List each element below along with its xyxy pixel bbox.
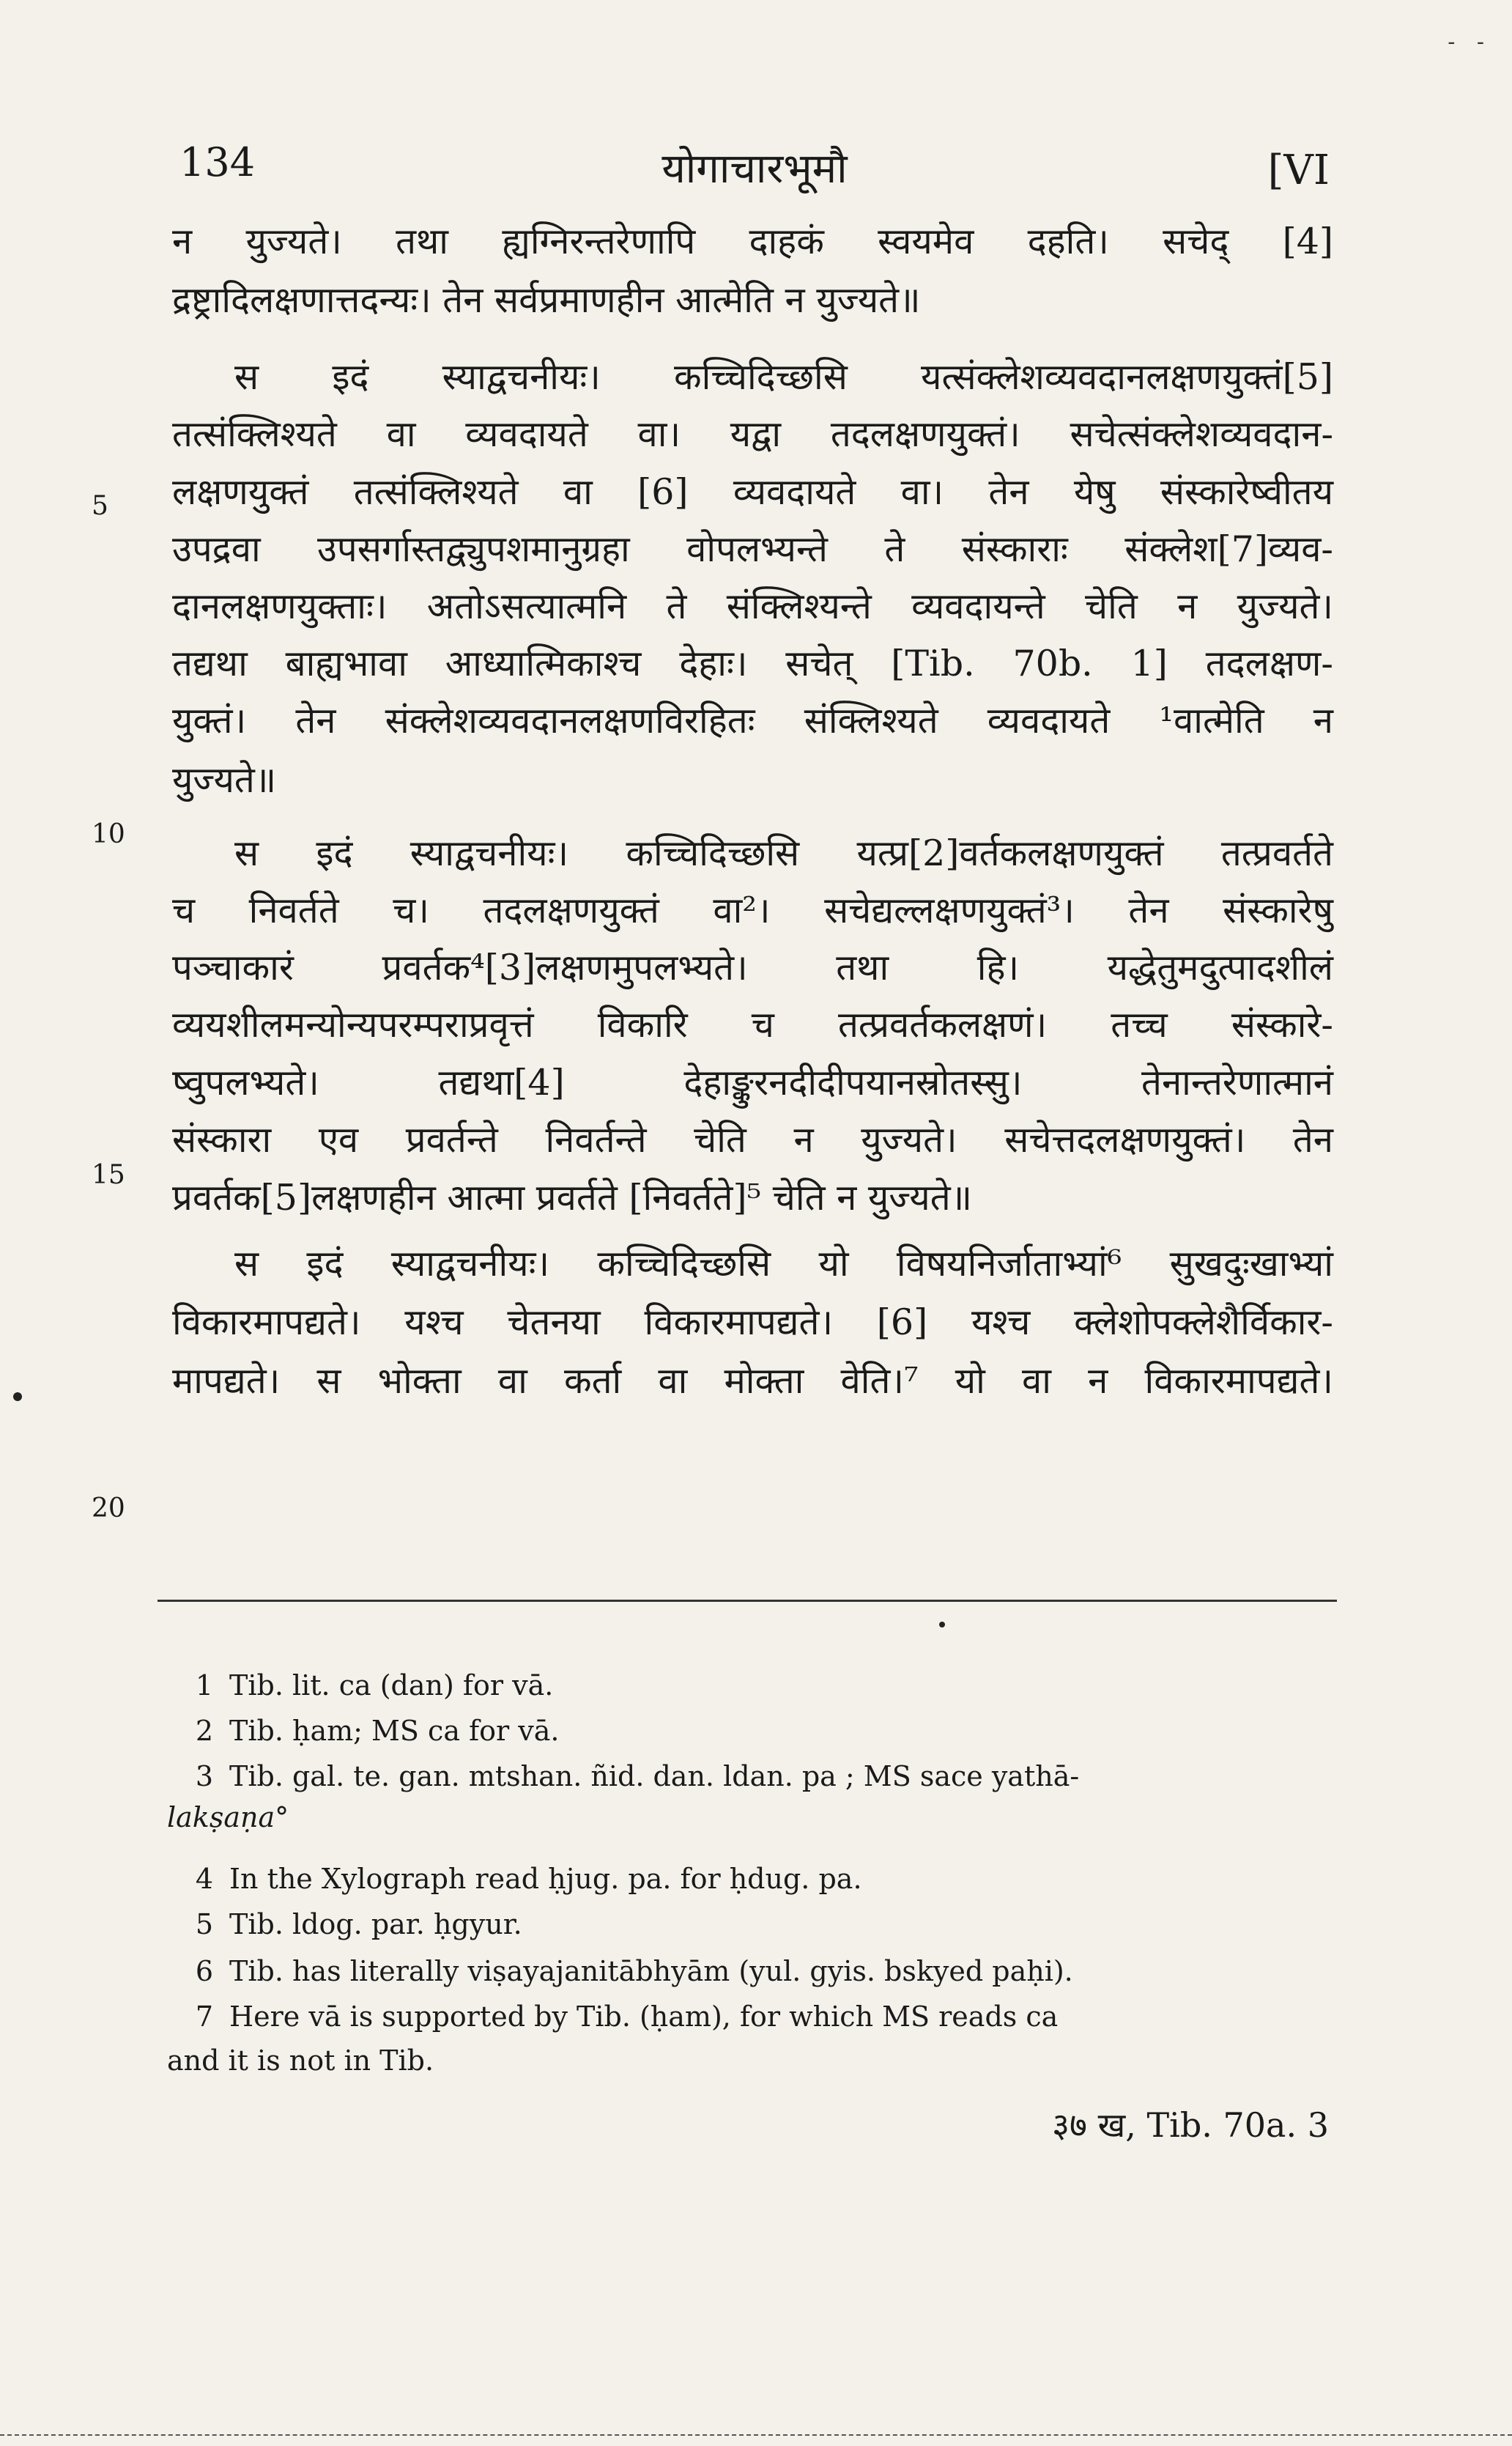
text-line-19: विकारमापद्यते। यश्च चेतनया विकारमापद्यते। [6] यश्च क्लेशोपक्लेशैर्विकार- bbox=[172, 1301, 1333, 1343]
footnote-text: Tib. has literally viṣayajanitābhyām (yul. gyis. bskyed paḥi). bbox=[229, 1955, 1073, 1987]
text-line-14: व्ययशीलमन्योन्यपरम्पराप्रवृत्तं विकारि च तत्प्रवर्तकलक्षणं। तच्च संस्कारे- bbox=[172, 1004, 1333, 1046]
footnote-3 bbox=[167, 1756, 1332, 1797]
footnote-number: 3 bbox=[195, 1760, 213, 1792]
page-number: 134 bbox=[179, 139, 256, 185]
footnote-number: 6 bbox=[195, 1955, 213, 1987]
footnote-text: Tib. ḥam; MS ca for vā. bbox=[229, 1715, 560, 1747]
text-line-16: संस्कारा एव प्रवर्तन्ते निवर्तन्ते चेति न युज्यते। सचेत्तदलक्षणयुक्तं। तेन bbox=[172, 1119, 1333, 1161]
footnote-text: Tib. gal. te. gan. mtshan. ñid. dan. ldan. pa ; MS sace yathā- bbox=[229, 1760, 1080, 1792]
text-line-7: दानलक्षणयुक्ताः। अतोऽसत्यात्मनि ते संक्लिश्यन्ते व्यवदायन्ते चेति न युज्यते। bbox=[172, 585, 1333, 627]
footnote-number: 5 bbox=[195, 1908, 213, 1940]
manuscript-reference: ३७ ख, Tib. 70a. 3 bbox=[1052, 2105, 1329, 2145]
line-number-20: 20 bbox=[92, 1493, 125, 1523]
text-line-2: द्रष्ट्रादिलक्षणात्तदन्यः। तेन सर्वप्रमाणहीन आत्मेति न युज्यते॥ bbox=[172, 279, 921, 321]
text-line-20: मापद्यते। स भोक्ता वा कर्ता वा मोक्ता वेति।⁷ यो वा न विकारमापद्यते। bbox=[172, 1360, 1333, 1402]
footnote-text: In the Xylograph read ḥjug. pa. for ḥdug. pa. bbox=[229, 1863, 862, 1895]
text-line-12: च निवर्तते च। तदलक्षणयुक्तं वा²। सचेद्यल्लक्षणयुक्तं³। तेन संस्कारेषु bbox=[172, 890, 1333, 931]
footnote-2 bbox=[167, 1710, 1332, 1751]
running-title: योगाचारभूमौ bbox=[662, 145, 848, 193]
text-line-11: स इदं स्याद्वचनीयः। कच्चिदिच्छसि यत्प्र[2]वर्तकलक्षणयुक्तं तत्प्रवर्तते bbox=[234, 832, 1333, 874]
ink-speck bbox=[13, 1392, 22, 1401]
text-line-9: युक्तं। तेन संक्लेशव्यवदानलक्षणविरहितः संक्लिश्यते व्यवदायते ¹वात्मेति न bbox=[172, 700, 1333, 742]
footnote-text: Tib. lit. ca (dan) for vā. bbox=[229, 1669, 554, 1702]
footnote-text: Tib. ldog. par. ḥgyur. bbox=[229, 1908, 522, 1940]
text-line-13: पञ्चाकारं प्रवर्तक⁴[3]लक्षणमुपलभ्यते। तथा हि। यद्धेतुमदुत्पादशीलं bbox=[172, 947, 1333, 989]
text-line-17: प्रवर्तक[5]लक्षणहीन आत्मा प्रवर्तते [निवर्तते]⁵ चेति न युज्यते॥ bbox=[172, 1177, 973, 1219]
footnote-1 bbox=[167, 1665, 1332, 1706]
text-line-4: तत्संक्लिश्यते वा व्यवदायते वा। यद्वा तदलक्षणयुक्तं। सचेत्संक्लेशव्यवदान- bbox=[172, 413, 1333, 455]
ink-speck bbox=[939, 1622, 945, 1627]
scan-edge bbox=[0, 2434, 1512, 2439]
text-line-5: लक्षणयुक्तं तत्संक्लिश्यते वा [6] व्यवदायते वा। तेन येषु संस्कारेष्वीतय bbox=[172, 471, 1333, 513]
section-marker: [VI bbox=[1267, 147, 1330, 194]
footnote-4 bbox=[167, 1858, 1332, 1899]
text-line-8: तद्यथा बाह्यभावा आध्यात्मिकाश्च देहाः। सचेत् [Tib. 70b. 1] तदलक्षण- bbox=[172, 643, 1333, 684]
footnote-number: 7 bbox=[195, 2000, 213, 2033]
footnote-7-continuation: and it is not in Tib. bbox=[167, 2044, 434, 2077]
footnote-number: 1 bbox=[195, 1669, 213, 1702]
footnote-5 bbox=[167, 1904, 1332, 1945]
footnote-number: 2 bbox=[195, 1715, 213, 1747]
text-line-18: स इदं स्याद्वचनीयः। कच्चिदिच्छसि यो विषयनिर्जाताभ्यां⁶ सुखदुःखाभ्यां bbox=[234, 1243, 1333, 1285]
footnote-number: 4 bbox=[195, 1863, 213, 1895]
line-number-5: 5 bbox=[92, 491, 108, 521]
line-number-10: 10 bbox=[92, 819, 125, 849]
page-header bbox=[179, 139, 1330, 205]
footnote-7 bbox=[167, 1996, 1332, 2037]
footnote-rule bbox=[158, 1600, 1337, 1602]
text-line-1: न युज्यते। तथा ह्यग्निरन्तरेणापि दाहकं स्वयमेव दहति। सचेद् [4] bbox=[172, 221, 1333, 262]
text-line-3: स इदं स्याद्वचनीयः। कच्चिदिच्छसि यत्संक्लेशव्यवदानलक्षणयुक्तं[5] bbox=[234, 356, 1333, 398]
footnote-text: Here vā is supported by Tib. (ḥam), for which MS reads ca bbox=[229, 2000, 1059, 2033]
text-line-6: उपद्रवा उपसर्गास्तद्व्युपशमानुग्रहा वोपलभ्यन्ते ते संस्काराः संक्लेश[7]व्यव- bbox=[172, 528, 1333, 570]
text-line-10: युज्यते॥ bbox=[172, 759, 277, 801]
footnote-3-continuation: lakṣaṇa° bbox=[167, 1801, 289, 1833]
footnote-6 bbox=[167, 1951, 1332, 1992]
edge-mark: - - bbox=[1448, 29, 1491, 55]
text-line-15: ष्वुपलभ्यते। तद्यथा[4] देहाङ्कुरनदीदीपयानस्रोतस्सु। तेनान्तरेणात्मानं bbox=[172, 1062, 1333, 1104]
line-number-15: 15 bbox=[92, 1160, 125, 1190]
